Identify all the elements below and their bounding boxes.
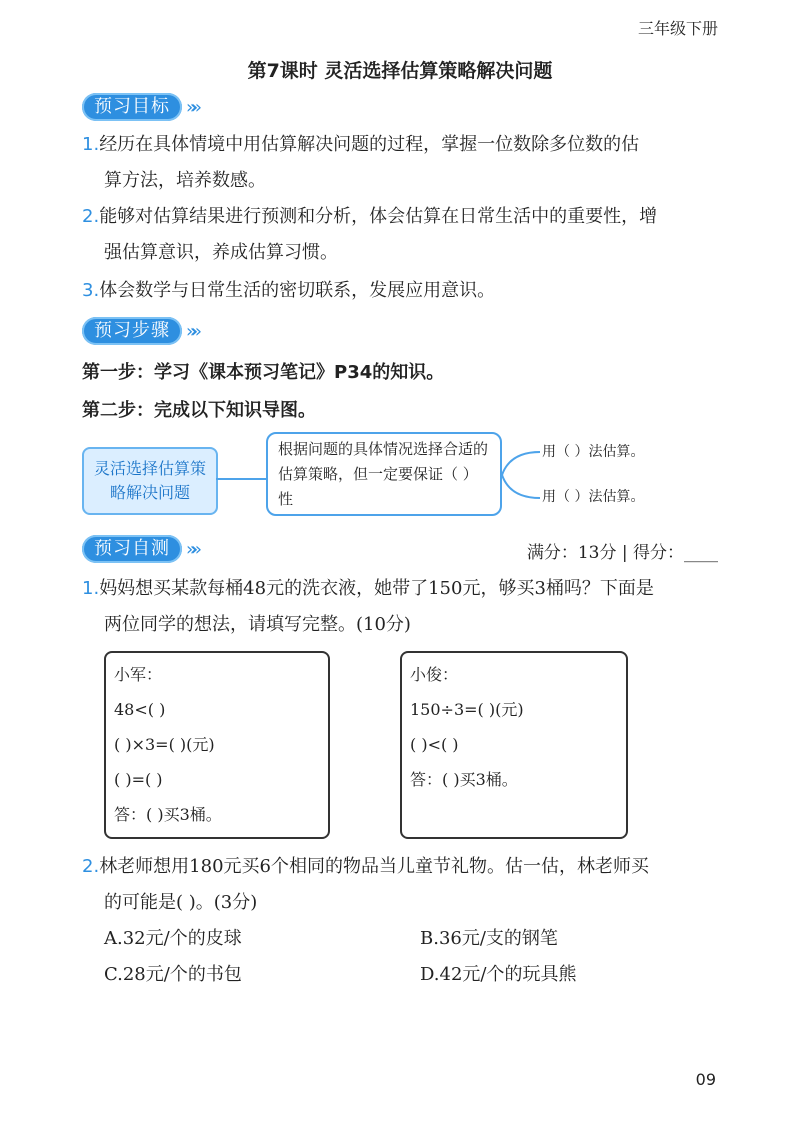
goal-item [82,128,639,162]
answer-box-xiaojun2 [400,651,628,839]
box-line: 小军： [114,665,163,684]
chevrons-icon: »» [186,320,197,342]
lesson-title: 第7课时 灵活选择估算策略解决问题 [247,60,553,82]
step-2: 第二步：完成以下知识导图。 [82,400,316,421]
box-line: ( )×3=( )(元) [114,735,215,754]
goal-text-cont: 强估算意识，养成估算习惯。 [104,242,338,263]
goal-text: 体会数学与日常生活的密切联系，发展应用意识。 [99,280,496,301]
mindmap-branch-lines [502,440,542,510]
step-1: 第一步：学习《课本预习笔记》P34的知识。 [82,362,445,383]
section-test-label: 预习自测 [82,535,182,563]
box-line: 答：( )买3桶。 [410,770,518,789]
mindmap-middle-text: 根据问题的具体情况选择合适的估算策略，但一定要保证（ ）性 [278,440,489,508]
grade-label: 三年级下册 [637,19,718,38]
section-steps-label: 预习步骤 [82,317,182,345]
option-a: A.32元/个的皮球 [104,928,242,949]
mindmap-root-text: 灵活选择估算策略解决问题 [94,459,207,502]
box-line: ( )<( ) [410,735,459,754]
question-1 [82,572,654,606]
answer-box-xiaojun [104,651,330,839]
question-number: 1. [82,578,100,599]
section-goals-label: 预习目标 [82,93,182,121]
box-line: 150÷3=( )(元) [410,700,524,719]
section-test-header [82,534,196,564]
mindmap-root [82,447,218,515]
chevrons-icon: »» [186,538,197,560]
question-text-cont: 的可能是( )。(3分) [104,892,258,913]
option-d: D.42元/个的玩具熊 [420,964,577,985]
question-text: 林老师想用180元买6个相同的物品当儿童节礼物。估一估，林老师买 [99,856,649,877]
score-line: 满分：13分 | 得分：____ [526,543,718,563]
option-b: B.36元/支的钢笔 [420,928,558,949]
box-line: 小俊： [410,665,459,684]
option-c: C.28元/个的书包 [104,964,242,985]
mindmap-branch-1: 用（ ）法估算。 [542,444,645,460]
section-goals-header [82,92,196,122]
goal-text: 经历在具体情境中用估算解决问题的过程，掌握一位数除多位数的估 [99,134,640,155]
goal-text-cont: 算方法，培养数感。 [104,170,266,191]
box-line: 答：( )买3桶。 [114,805,222,824]
goal-text: 能够对估算结果进行预测和分析，体会估算在日常生活中的重要性，增 [99,206,658,227]
box-line: ( )=( ) [114,770,163,789]
question-2 [82,850,649,884]
goal-number: 2. [82,206,100,227]
page-number: 09 [695,1070,716,1089]
box-line: 48<( ) [114,700,166,719]
mindmap-connector [216,478,266,480]
question-text: 妈妈想买某款每桶48元的洗衣液，她带了150元，够买3桶吗？下面是 [99,578,654,599]
goal-item [82,200,657,234]
chevrons-icon: »» [186,96,197,118]
mindmap-branch-2: 用（ ）法估算。 [542,489,645,505]
mindmap-middle [266,432,502,516]
section-steps-header [82,316,196,346]
goal-number: 1. [82,134,100,155]
goal-item [82,274,495,308]
question-text-cont: 两位同学的想法，请填写完整。(10分) [104,614,411,635]
question-number: 2. [82,856,100,877]
goal-number: 3. [82,280,100,301]
